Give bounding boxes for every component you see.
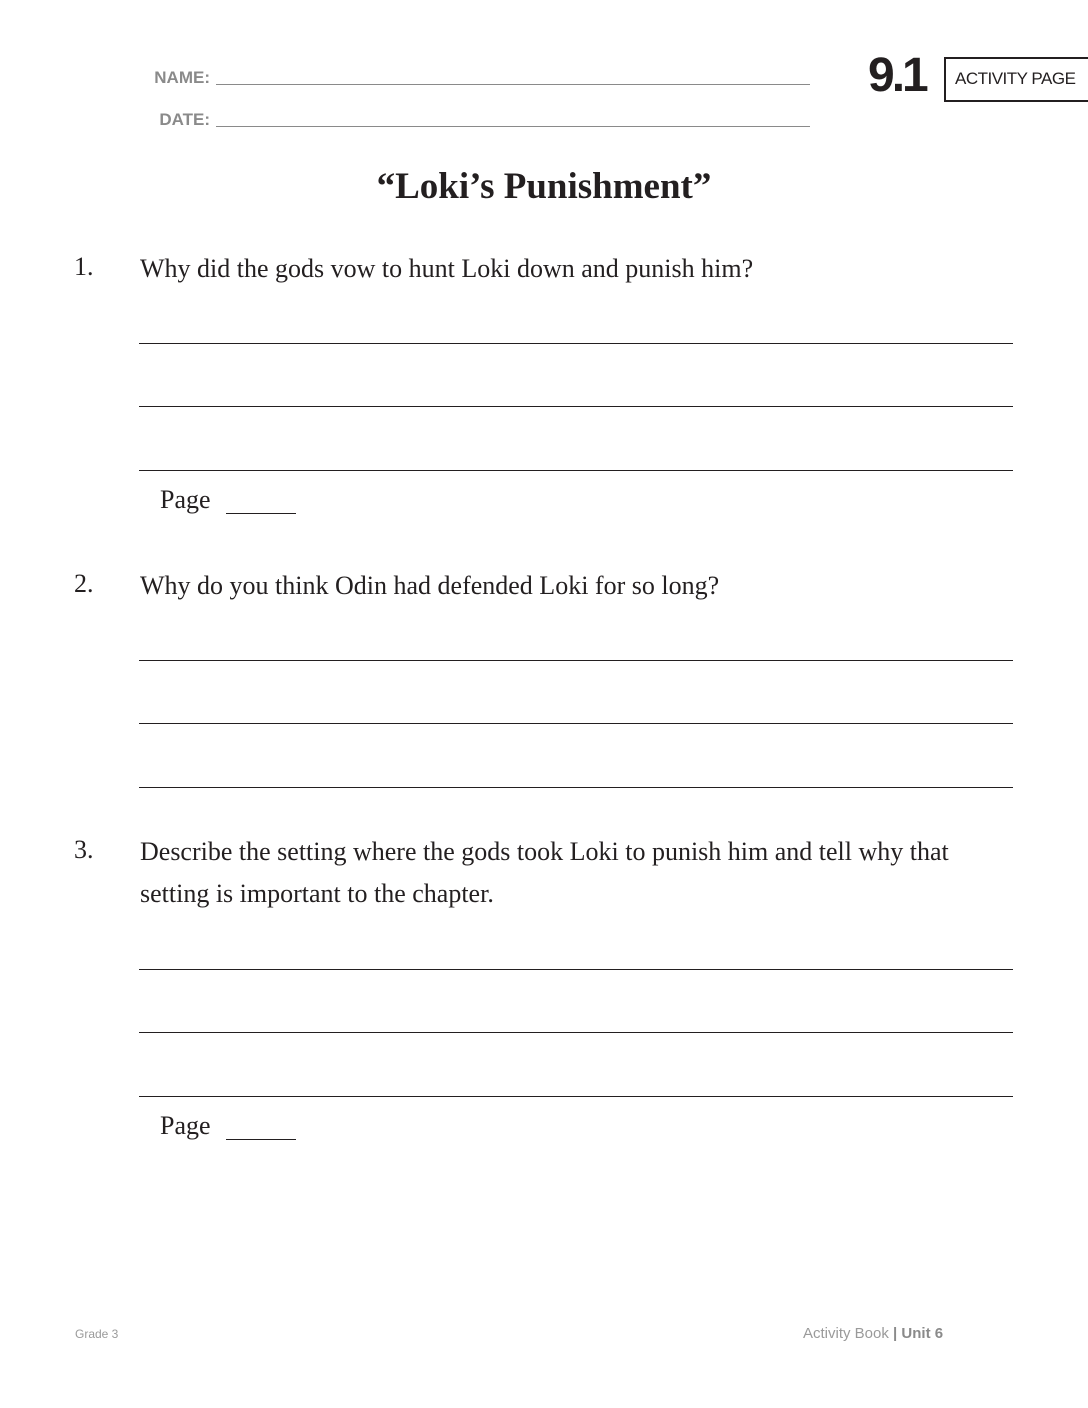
question-1-page-label: Page (160, 485, 211, 514)
name-field[interactable] (216, 84, 810, 85)
question-2-number: 2. (74, 569, 94, 598)
answer-3-line-2[interactable] (139, 1032, 1013, 1033)
answer-2-line-1[interactable] (139, 660, 1013, 661)
answer-2-line-3[interactable] (139, 787, 1013, 788)
name-label: NAME: (154, 68, 210, 87)
question-2-text: Why do you think Odin had defended Loki for so long? (140, 571, 720, 600)
footer-separator: | (893, 1325, 898, 1342)
answer-1-line-3[interactable] (139, 470, 1013, 471)
answer-3-line-3[interactable] (139, 1096, 1013, 1097)
date-label: DATE: (159, 110, 210, 129)
question-3-page-blank[interactable] (226, 1139, 296, 1140)
question-3-text (140, 831, 1020, 915)
activity-number: 9.1 (868, 49, 926, 102)
footer-book-info (803, 1325, 943, 1342)
date-field[interactable] (216, 126, 810, 127)
answer-2-line-2[interactable] (139, 723, 1013, 724)
answer-3-line-1[interactable] (139, 969, 1013, 970)
question-1-page-blank[interactable] (226, 513, 296, 514)
footer-unit: Unit 6 (901, 1325, 944, 1342)
footer-book: Activity Book (803, 1325, 889, 1342)
footer-grade: Grade 3 (75, 1327, 119, 1341)
question-1-text: Why did the gods vow to hunt Loki down and punish him? (140, 254, 754, 283)
question-3-text-line-1: Describe the setting where the gods took Loki to punish him and tell why that (140, 837, 949, 866)
question-3-text-line-2: setting is important to the chapter. (140, 879, 494, 908)
page-title: “Loki’s Punishment” (376, 166, 712, 207)
question-1-number: 1. (74, 252, 94, 281)
question-3-page-label: Page (160, 1111, 211, 1140)
activity-page-label: ACTIVITY PAGE (944, 57, 1088, 102)
question-3-number: 3. (74, 835, 94, 864)
answer-1-line-2[interactable] (139, 406, 1013, 407)
answer-1-line-1[interactable] (139, 343, 1013, 344)
